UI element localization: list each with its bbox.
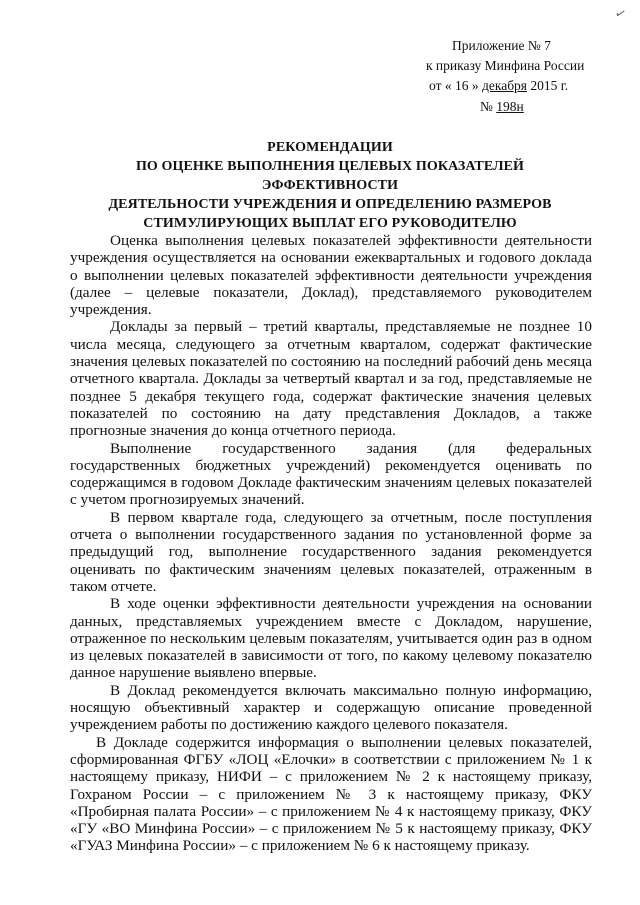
document-body <box>70 232 592 855</box>
paragraph-1: Оценка выполнения целевых показателей эффективности деятельности учреждения осуществляется на основании ежеквартальных и годового доклада о выполнении целевых показателей эффективности деятельности учреждения (далее – целевые показатели, Доклад), представляемого руководителем учреждения. <box>70 232 592 319</box>
paragraph-2: Доклады за первый – третий кварталы, представляемые не позднее 10 числа месяца, следующего за отчетным кварталом, содержат фактические значения целевых показателей по состоянию на последний рабочий день месяца отчетного квартала. Доклады за четвертый квартал и за год, представляемые не позднее 5 декабря текущего года, содержат фактические значения целевых показателей по состоянию на дату представления Докладов, а также прогнозные значения до конца отчетного периода. <box>70 318 592 440</box>
date-prefix: от « 16 » <box>429 78 482 93</box>
title-line-2: ПО ОЦЕНКЕ ВЫПОЛНЕНИЯ ЦЕЛЕВЫХ ПОКАЗАТЕЛЕЙ ЭФФЕКТИВНОСТИ <box>135 159 525 193</box>
order-number-prefix: № <box>480 99 497 114</box>
date-suffix: 2015 г. <box>527 78 569 93</box>
paragraph-6: В Доклад рекомендуется включать максимально полную информацию, носящую объективный характер и содержащую описание проведенной учреждением работы по достижению каждого целевого показателя. <box>70 681 592 734</box>
paragraph-3: Выполнение государственного задания (для федеральных государственных бюджетных учреждений) рекомендуется оценивать по содержащимся в годовом Докладе фактическим значениям целевых показателей с учетом прогнозируемых значений. <box>70 439 592 509</box>
attachment-order-number <box>418 97 618 117</box>
document-title <box>70 138 590 233</box>
order-number-value: 198н <box>496 99 524 114</box>
date-month: декабря <box>481 78 528 93</box>
title-line-3: ДЕЯТЕЛЬНОСТИ УЧРЕЖДЕНИЯ И ОПРЕДЕЛЕНИЮ РАЗМЕРОВ <box>108 197 552 212</box>
attachment-number: Приложение № 7 <box>452 38 551 53</box>
title-line-4: СТИМУЛИРУЮЩИХ ВЫПЛАТ ЕГО РУКОВОДИТЕЛЮ <box>143 216 517 231</box>
check-mark-icon: ✓ <box>613 4 629 23</box>
title-line-1: РЕКОМЕНДАЦИИ <box>267 140 393 155</box>
attachment-header <box>418 36 618 117</box>
paragraph-7: В Докладе содержится информация о выполнении целевых показателей, сформированная ФГБУ «ЛОЦ «Елочки» в соответствии с приложением № 1 к настоящему приказу, НИФИ – с приложением № 2 к настоящему приказу, Гохраном России – с приложением № 3 к настоящему приказу, ФКУ «Пробирная палата России» – с приложением № 4 к настоящему приказу, ФКУ «ГУ «ВО Минфина России» – с приложением № 5 к настоящему приказу, ФКУ «ГУАЗ Минфина России» – с приложением № 6 к настоящему приказу. <box>70 733 592 855</box>
attachment-date <box>418 76 618 96</box>
attachment-order-ref: к приказу Минфина России <box>426 58 585 73</box>
paragraph-5: В ходе оценки эффективности деятельности учреждения на основании данных, представляемых учреждением вместе с Докладом, нарушение, отраженное по нескольким целевым показателям, учитывается один раз в одном из целевых показателей в зависимости от того, по какому целевому показателю данное нарушение выявлено впервые. <box>70 595 592 682</box>
paragraph-4: В первом квартале года, следующего за отчетным, после поступления отчета о выполнении государственного задания по установленной форме за предыдущий год, выполнение государственного задания рекомендуется оценивать по фактическим значениям целевых показателей, отраженным в таком отчете. <box>70 508 592 595</box>
